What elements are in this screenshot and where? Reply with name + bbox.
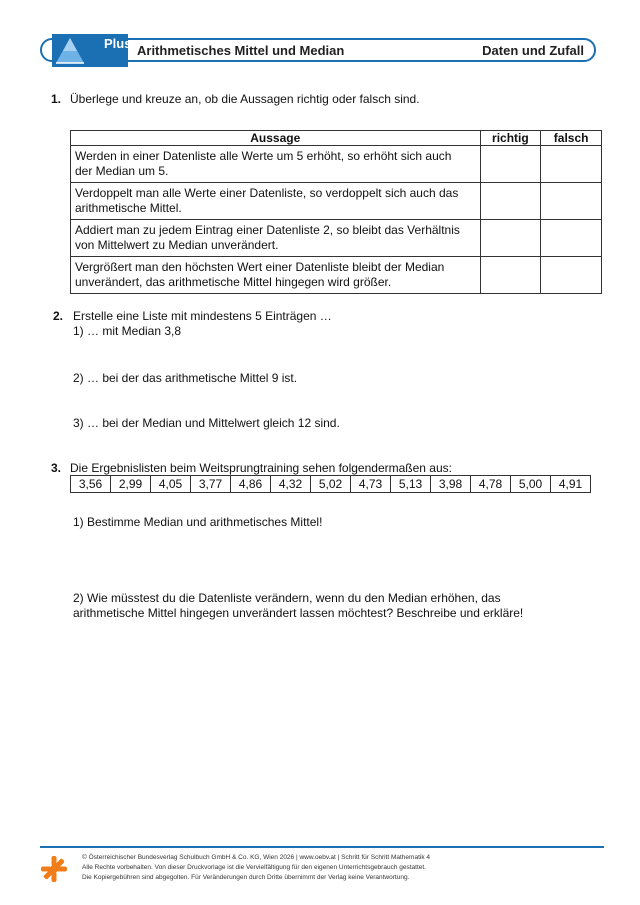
statement-line: der Median um 5. xyxy=(75,164,169,178)
result-value: 4,86 xyxy=(231,476,271,493)
result-value: 5,02 xyxy=(311,476,351,493)
statement-cell xyxy=(71,183,481,220)
copyright-line: Die Kopiergebühren sind abgegolten. Für Veränderungen durch Dritte übernimmt der Verlag keine Verantwortung. xyxy=(82,874,410,881)
richtig-checkbox-cell[interactable] xyxy=(480,220,541,257)
worksheet-title: Arithmetisches Mittel und Median xyxy=(137,43,345,58)
copyright-line: Alle Rechte vorbehalten. Von dieser Druckvorlage ist die Vervielfältigung für den eigenen Unterrichtsgebrauch gestattet. xyxy=(82,864,426,871)
logo-plus-text: Plus xyxy=(104,36,132,51)
result-value: 2,99 xyxy=(111,476,151,493)
richtig-checkbox-cell[interactable] xyxy=(480,146,541,183)
table-row xyxy=(71,220,602,257)
task1-number: 1. xyxy=(51,92,62,106)
task3-prompt: Die Ergebnislisten beim Weitsprungtraining sehen folgendermaßen aus: xyxy=(70,461,452,475)
worksheet-topic: Daten und Zufall xyxy=(482,43,584,58)
result-value: 4,73 xyxy=(351,476,391,493)
result-value: 5,13 xyxy=(391,476,431,493)
statement-cell xyxy=(71,146,481,183)
table-row xyxy=(71,257,602,294)
results-table xyxy=(70,475,591,493)
statement-line: Werden in einer Datenliste alle Werte um 5 erhöht, so erhöht sich auch xyxy=(75,149,452,163)
table-row xyxy=(71,183,602,220)
result-value: 4,91 xyxy=(551,476,591,493)
plus-logo xyxy=(52,34,132,67)
statement-line: unverändert, das arithmetische Mittel hingegen wird größer. xyxy=(75,275,392,289)
task2-part2: 2) … bei der das arithmetische Mittel 9 ist. xyxy=(73,371,298,385)
task3-part2-line2: arithmetische Mittel hingegen unverändert lassen möchtest? Beschreibe und erkläre! xyxy=(73,606,524,620)
task3-number: 3. xyxy=(51,461,62,475)
table-row xyxy=(71,146,602,183)
copyright-line: © Österreichischer Bundesverlag Schulbuch GmbH & Co. KG, Wien 2026 | www.oebv.at | Schritt für Schritt Mathematik 4 xyxy=(82,854,430,861)
statement-cell xyxy=(71,220,481,257)
column-header-richtig: richtig xyxy=(480,131,541,146)
column-header-aussage: Aussage xyxy=(71,131,481,146)
task2-number: 2. xyxy=(53,309,64,323)
statement-line: von Mittelwert zu Median unverändert. xyxy=(75,238,279,252)
task1-prompt: Überlege und kreuze an, ob die Aussagen richtig oder falsch sind. xyxy=(70,92,420,106)
publisher-logo-icon xyxy=(40,855,68,888)
falsch-checkbox-cell[interactable] xyxy=(541,183,602,220)
result-value: 4,78 xyxy=(471,476,511,493)
falsch-checkbox-cell[interactable] xyxy=(541,220,602,257)
falsch-checkbox-cell[interactable] xyxy=(541,257,602,294)
table-header-row xyxy=(71,131,602,146)
result-value: 3,56 xyxy=(71,476,111,493)
result-value: 5,00 xyxy=(511,476,551,493)
richtig-checkbox-cell[interactable] xyxy=(480,257,541,294)
footer-divider xyxy=(40,846,604,848)
statement-table xyxy=(70,130,602,294)
falsch-checkbox-cell[interactable] xyxy=(541,146,602,183)
task3-part1: 1) Bestimme Median und arithmetisches Mittel! xyxy=(73,515,323,529)
results-row xyxy=(71,476,591,493)
task2-part3: 3) … bei der Median und Mittelwert gleich 12 sind. xyxy=(73,416,340,430)
richtig-checkbox-cell[interactable] xyxy=(480,183,541,220)
page-header xyxy=(40,34,596,67)
copyright-notice xyxy=(82,853,430,883)
result-value: 4,32 xyxy=(271,476,311,493)
statement-line: arithmetische Mittel. xyxy=(75,201,182,215)
task3-part2-line1: 2) Wie müsstest du die Datenliste verändern, wenn du den Median erhöhen, das xyxy=(73,591,501,605)
statement-line: Vergrößert man den höchsten Wert einer Datenliste bleibt der Median xyxy=(75,260,445,274)
result-value: 3,77 xyxy=(191,476,231,493)
task2-part1: 1) … mit Median 3,8 xyxy=(73,324,182,338)
statement-line: Verdoppelt man alle Werte einer Datenliste, so verdoppelt sich auch das xyxy=(75,186,459,200)
statement-line: Addiert man zu jedem Eintrag einer Datenliste 2, so bleibt das Verhältnis xyxy=(75,223,460,237)
result-value: 4,05 xyxy=(151,476,191,493)
task2-prompt: Erstelle eine Liste mit mindestens 5 Einträgen … xyxy=(73,309,332,323)
result-value: 3,98 xyxy=(431,476,471,493)
statement-cell xyxy=(71,257,481,294)
column-header-falsch: falsch xyxy=(541,131,602,146)
